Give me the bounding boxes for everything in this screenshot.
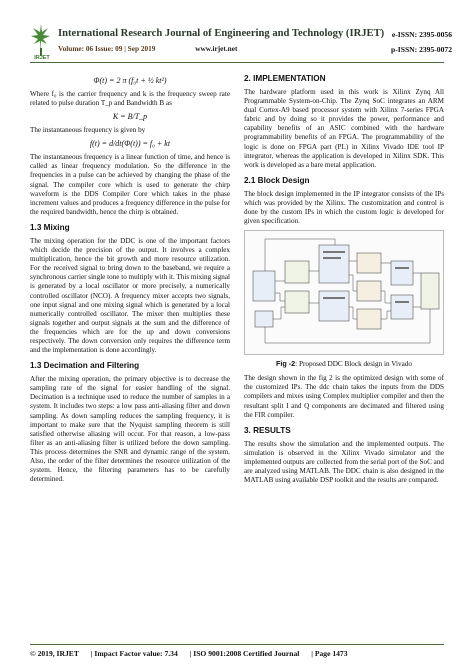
heading-decimation: 1.3 Decimation and Filtering	[30, 361, 140, 371]
heading-results: 3. RESULTS	[244, 425, 291, 435]
header-divider	[30, 62, 444, 63]
paragraph-inst-freq-intro: The instantaneous frequency is given by	[30, 126, 146, 135]
paragraph-block-design: The block design implemented in the IP integrator consists of the IPs which was provided by the Xilinx. The customization and control is done by the custom IPs in which the custom logic is developed for given specification.	[244, 189, 444, 226]
paragraph-mixing: The mixing operation for the DDC is one of the important factors which decide the precision of the output. It involves a complex multiplication, hence the bit growth and more resource utilization. For the received signal to bring down to the baseband, we require a synchronous carrier single tone to multiply with it. This mixing signal is generated by a local oscillator or more precisely, a numerically controlled oscillator (NCO). A frequency mixer accepts two signals, one input signal and one mixing signal which is generated by a local numerically controlled oscillator. The mixer then multiplies these signals together and output signals at the sum and the difference of the frequencies which are for the up and down conversions respectively. The down conversion only requires the difference term and the implementation is done accordingly.	[30, 236, 230, 355]
equation-phase: Φ(t) = 2 π (f₀t + ½ kt²)	[93, 76, 167, 85]
e-issn: e-ISSN: 2395-0056	[391, 30, 452, 39]
p-issn: p-ISSN: 2395-0072	[391, 45, 452, 54]
paragraph-decimation: After the mixing operation, the primary objective is to decrease the sampling rate of the signal for easier handling of the signal. Decimation is a technique used to reduce the number of samples in a system. It includes two steps: a low pass anti-aliasing filter and down sampling. As down sampling reduces the sampling frequency, it is important to make sure that the Nyquist sampling theorem is still satisfied otherwise aliasing will occur. For that reason, a low-pass filter as an anti-aliasing filter is utilized before the down sampling. This process determines the SNR and dynamic range of the system. Also, the order of the filter determines the resource utilization of the system. Hence, the filtering parameters has to be carefully determined.	[30, 375, 230, 484]
paragraph-design-description: The design shown in the fig 2 is the optimized design with some of the customized IPs. The ddc chain takes the inputs from the DDS compilers and mixes using Complex multiplier compiler and then the resultant split I and Q components are decimated and filtered using the FIR compiler.	[244, 374, 444, 419]
footer-divider	[30, 644, 444, 645]
journal-website-link[interactable]: www.irjet.net	[195, 44, 238, 53]
heading-block-design: 2.1 Block Design	[244, 175, 310, 185]
right-column	[244, 72, 444, 485]
paragraph-carrier: Where f₀ is the carrier frequency and k is the frequency sweep rate related to pulse duration T_p and Bandwidth B as	[30, 90, 230, 108]
figure-caption	[244, 359, 444, 368]
volume-issue: Volume: 06 Issue: 09 | Sep 2019	[58, 44, 156, 53]
left-column	[30, 72, 230, 484]
heading-mixing: 1.3 Mixing	[30, 222, 70, 232]
heading-implementation: 2. IMPLEMENTATION	[244, 74, 326, 83]
footer-copyright: © 2019, IRJET	[30, 649, 79, 658]
equation-inst-freq: f(t) = d/dt(Φ(t)) = f₀ + kt	[89, 139, 171, 149]
figure-caption-text: : Proposed DDC Block design in Vivado	[295, 360, 412, 369]
footer-iso: | ISO 9001:2008 Certified Journal	[189, 649, 300, 658]
block-design-figure	[244, 230, 444, 355]
paragraph-results: The results show the simulation and the implemented outputs. The simulation is observed in the Xilinx Vivado simulator and the implemented outputs are collected from the serial port of the SoC and are analyzed using MATLAB. The DDC chain is also designed in the MATLAB using available DSP toolkit and the results are compared.	[244, 439, 444, 485]
volume-line	[58, 44, 237, 53]
figure-label: Fig -2	[276, 359, 296, 369]
page-footer	[30, 649, 444, 658]
footer-page-number: | Page 1473	[311, 649, 348, 658]
paragraph-linear-fm: The instantaneous frequency is a linear function of time, and hence is called as linear frequency modulation. So the difference in the frequencies in a pulse can be achieved by changing the phase of the signal. The compiler core which is used to generate the chirp waveform is the DDS Compiler Core which takes in the phase increment values and produces a frequency difference in the pulse for the required bandwidth, hence the chirp is obtained.	[30, 153, 230, 216]
page-header	[0, 0, 474, 64]
equation-sweep-rate: K = B/T_p	[112, 112, 148, 122]
block-diagram-icon	[245, 231, 445, 356]
footer-impact-factor: | Impact Factor value: 7.34	[90, 649, 178, 658]
journal-title: International Research Journal of Engineering and Technology (IRJET)	[58, 28, 385, 39]
paragraph-implementation: The hardware platform used in this work is Xilinx Zynq All Programmable System-on-Chip. The Zynq SoC integrates an ARM dual Cortex-A9 based processor system with Xilinx 7-series FPGA fabric and by doing so it provides the power, performance and capability benefits of an ASIC combined with the hardware programmability benefits of an FPGA. The programmability of the logic is done on FPGA part (PL) in Xilinx Vivado IDE tool IP integrator, whereas the application is developed in Xilinx SDK. This work is developed as a bare metal application.	[244, 88, 444, 169]
logo-text: IRJET	[34, 55, 50, 61]
irjet-logo-icon	[30, 22, 52, 58]
